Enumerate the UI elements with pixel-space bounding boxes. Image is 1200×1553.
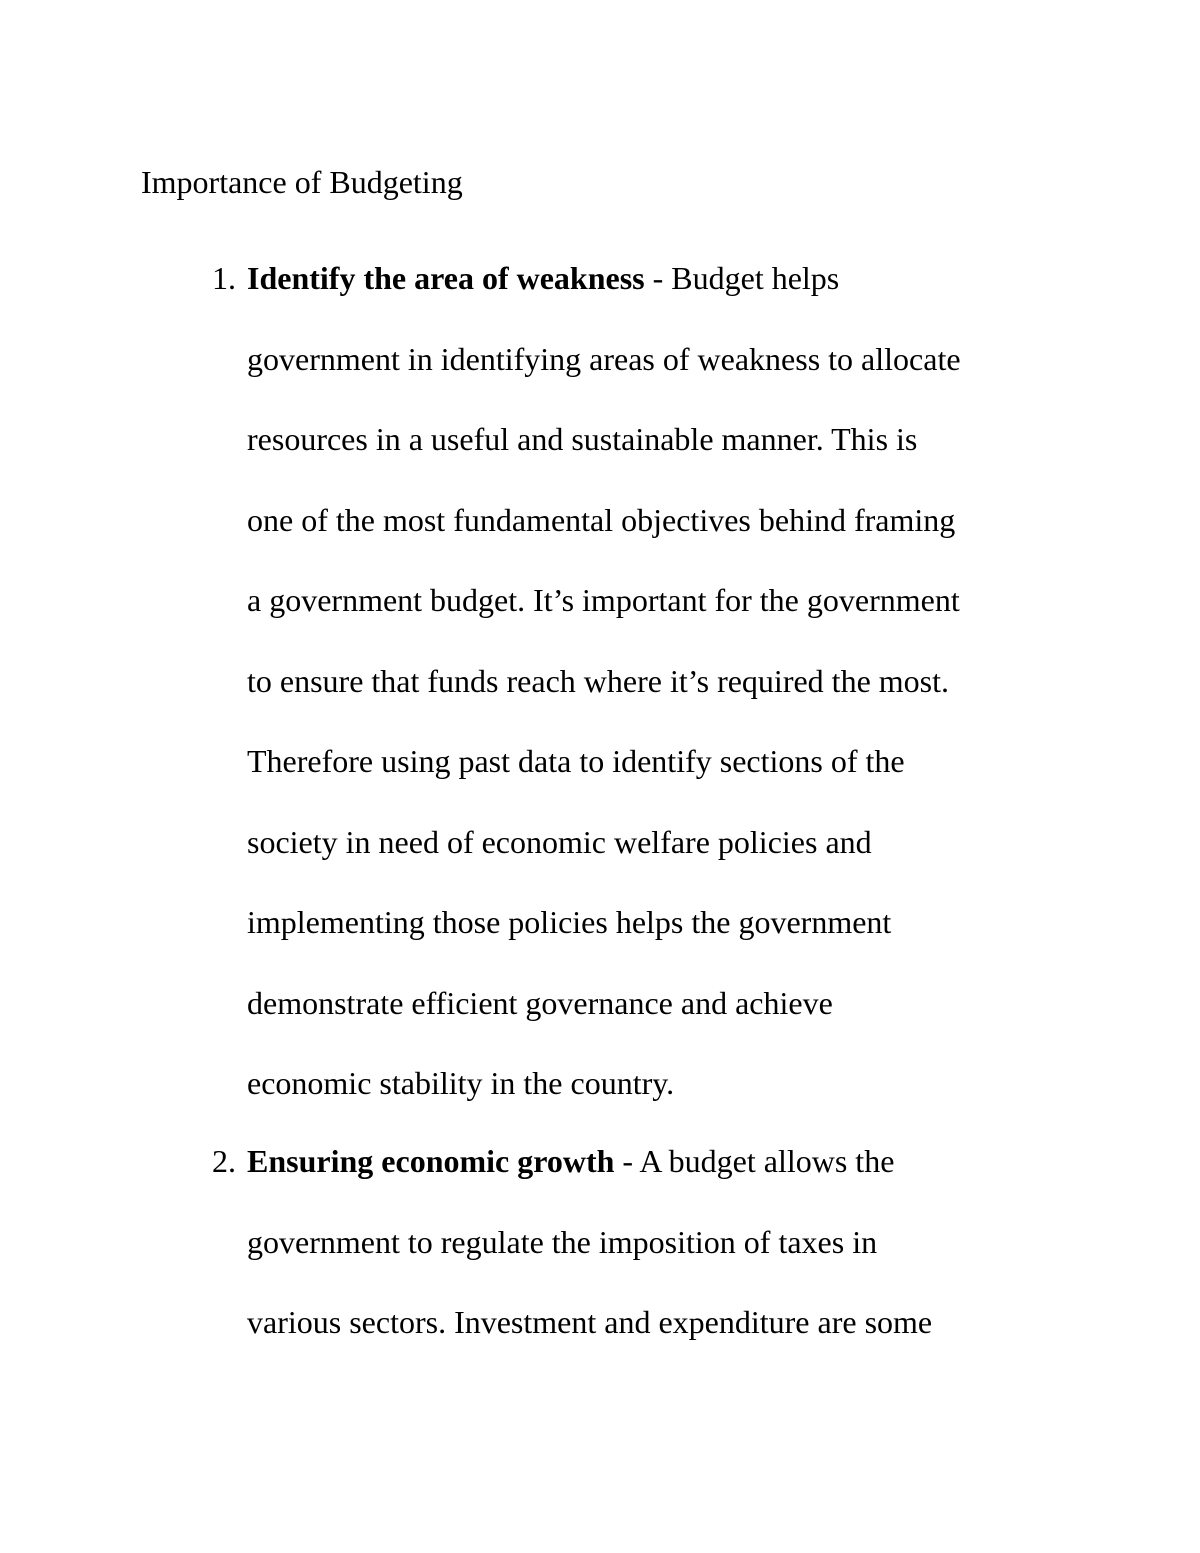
list-item-first-line-text: - A budget allows the (614, 1143, 895, 1179)
paragraph-line: demonstrate efficient governance and achieve (247, 984, 833, 1021)
paragraph-line: government in identifying areas of weakness to allocate (247, 340, 961, 377)
list-item-first-line (247, 1121, 1107, 1202)
list-item-body (247, 238, 1107, 1124)
list-item-number: 2. (212, 1143, 236, 1179)
list-item-first-line (247, 238, 1107, 319)
paragraph-line: economic stability in the country. (247, 1065, 675, 1101)
paragraph-line: Therefore using past data to identify sections of the (247, 743, 905, 779)
paragraph-line: resources in a useful and sustainable manner. This is (247, 421, 918, 457)
list-item-first-line-text: - Budget helps (644, 260, 840, 296)
paragraph-line: implementing those policies helps the government (247, 904, 892, 940)
paragraph-line: one of the most fundamental objectives behind framing (247, 501, 956, 538)
document-title: Importance of Budgeting (141, 164, 463, 200)
list-item-body (247, 1121, 1107, 1363)
list-item-number: 1. (212, 260, 236, 296)
paragraph-line: to ensure that funds reach where it’s required the most. (247, 662, 949, 699)
paragraph-line: society in need of economic welfare policies and (247, 823, 872, 860)
list-item-heading: Ensuring economic growth (247, 1143, 615, 1179)
list-item-heading: Identify the area of weakness (247, 260, 645, 296)
paragraph-line: a government budget. It’s important for the government (247, 582, 960, 618)
paragraph-line: government to regulate the imposition of taxes in (247, 1223, 878, 1260)
paragraph-line: various sectors. Investment and expenditure are some (247, 1304, 933, 1340)
